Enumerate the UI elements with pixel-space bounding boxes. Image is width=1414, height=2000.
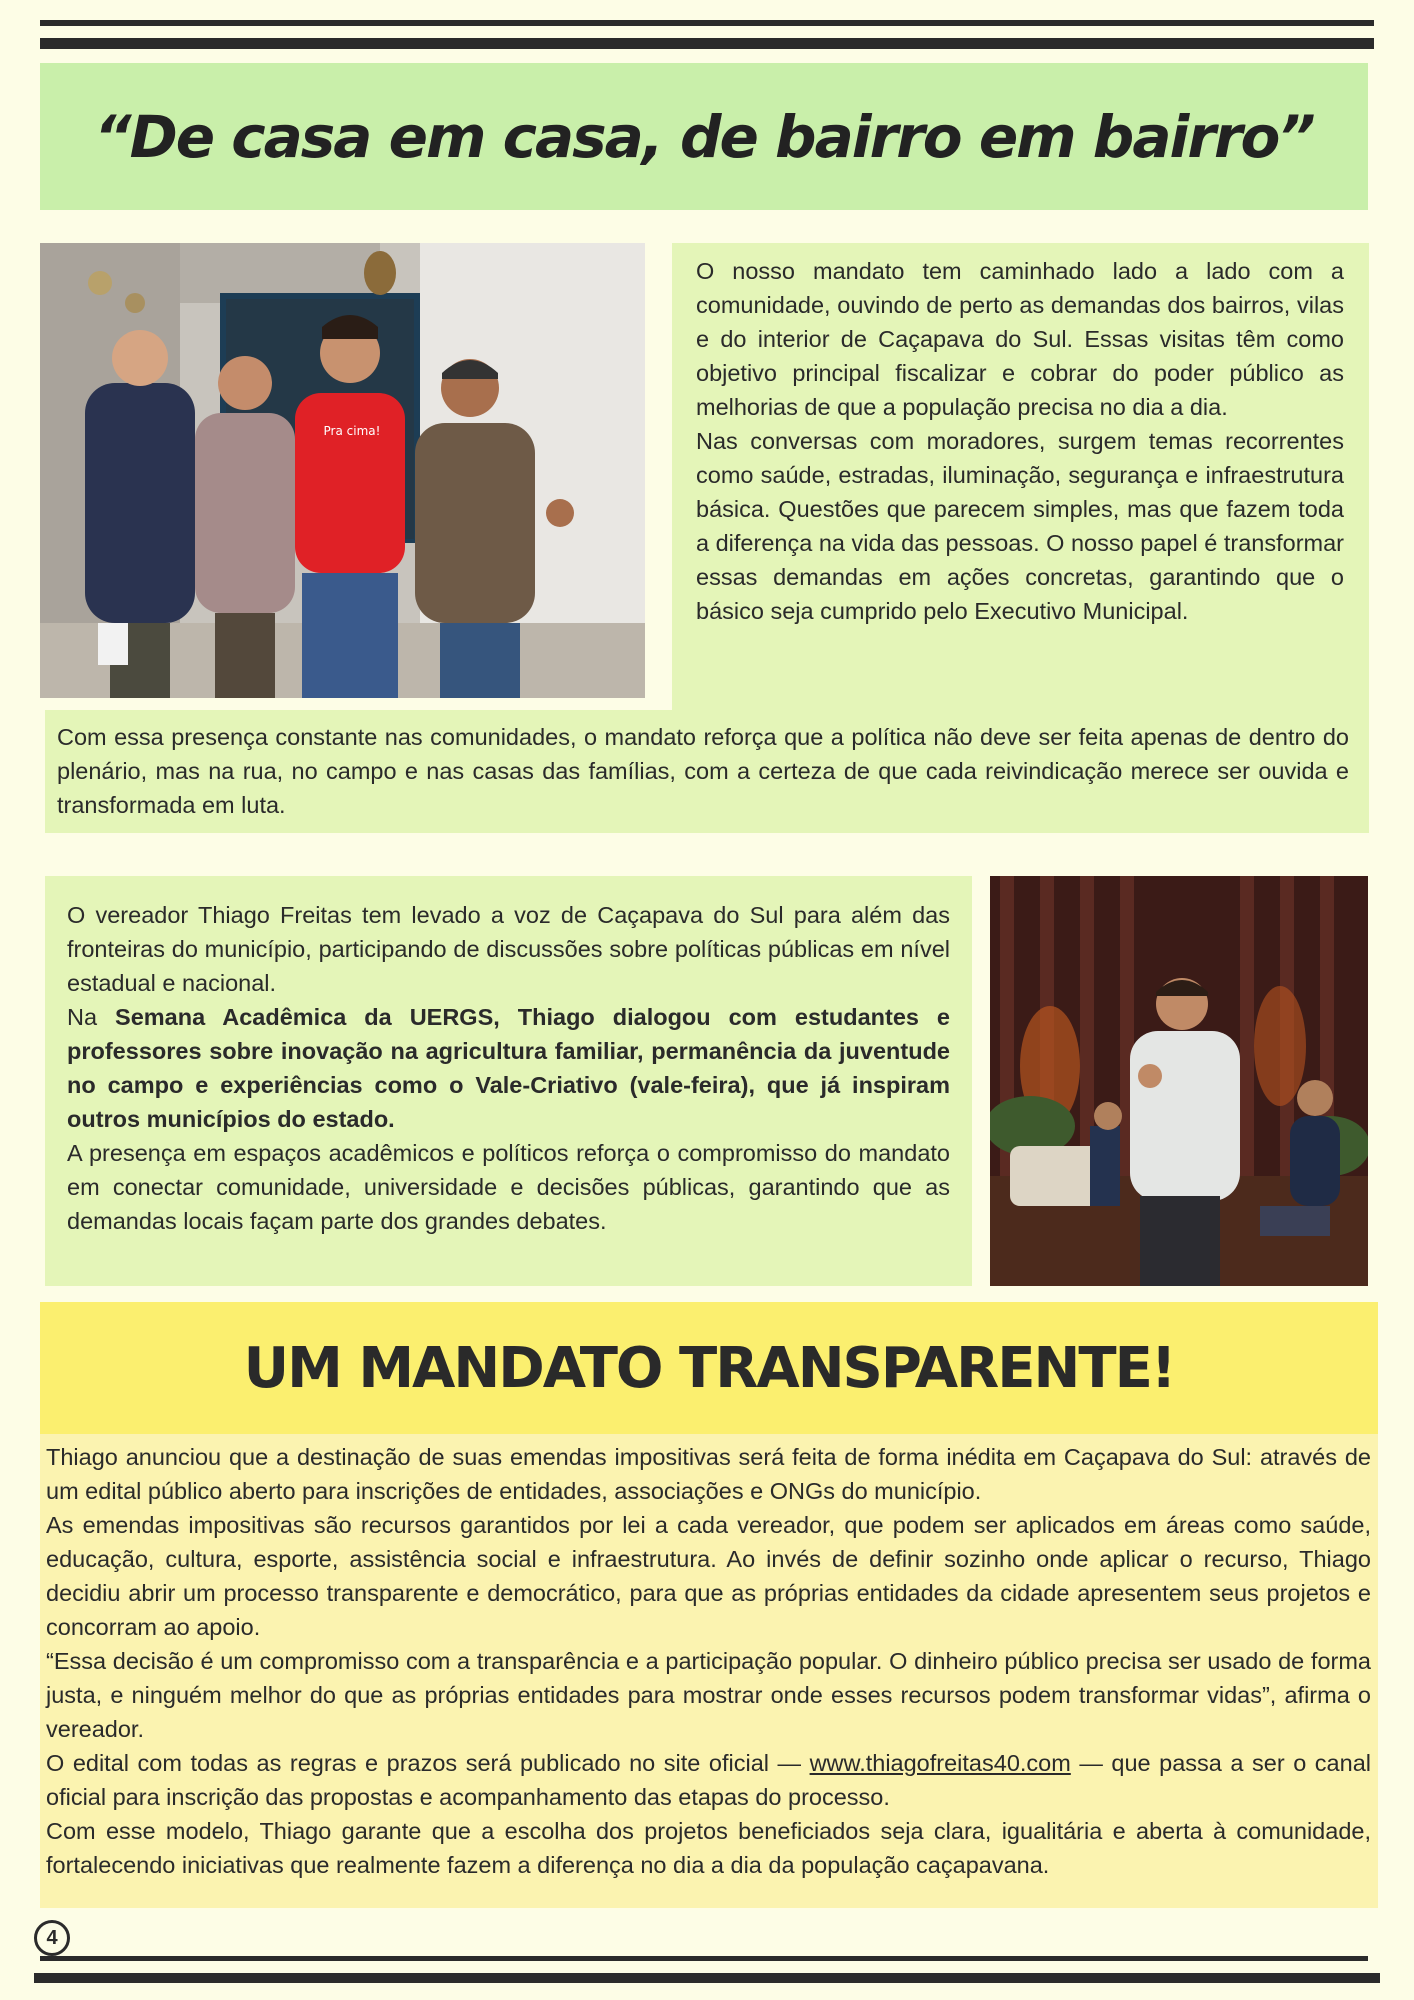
uergs-paragraph-2-prefix: Na — [67, 1004, 116, 1030]
group-photo — [40, 243, 645, 698]
uergs-paragraph-1: O vereador Thiago Freitas tem levado a voz de Caçapava do Sul para além das fronteiras do município, participando de discussões sobre políticas públicas em nível estadual e nacional. — [67, 902, 950, 996]
speaker-photo — [990, 876, 1368, 1286]
transparency-paragraph-4-suffix: — que passa a ser o canal oficial para inscrição das propostas e acompanhamento das etapas do processo. — [46, 1750, 1371, 1810]
page-title: “De casa em casa, de bairro em bairro” — [94, 102, 1314, 171]
closing-paragraph: Com essa presença constante nas comunidades, o mandato reforça que a política não deve ser feita apenas de dentro do plenário, mas na rua, no campo e nas casas das famílias, com a certeza de que cada reivindicação merece ser ouvida e transformada em luta. — [57, 724, 1349, 818]
page-number: 4 — [34, 1920, 70, 1956]
website-link[interactable]: www.thiagofreitas40.com — [809, 1750, 1071, 1776]
uergs-text-box — [45, 876, 972, 1286]
transparency-paragraph-2: As emendas impositivas são recursos garantidos por lei a cada vereador, que podem ser aplicados em áreas como saúde, educação, cultura, esporte, assistência social e infraestrutura. Ao invés de definir sozinho onde aplicar o recurso, Thiago decidiu abrir um processo transparente e democrático, para que as próprias entidades da cidade apresentem seus projetos e concorram ao apoio. — [46, 1512, 1371, 1640]
intro-paragraph-2: Nas conversas com moradores, surgem temas recorrentes como saúde, estradas, iluminação, segurança e infraestrutura básica. Questões que parecem simples, mas que fazem toda a diferença na vida das pessoas. O nosso papel é transformar essas demandas em ações concretas, garantindo que o básico seja cumprido pelo Executivo Municipal. — [696, 428, 1344, 624]
top-rule-thin — [40, 20, 1374, 26]
closing-text-box — [45, 710, 1369, 833]
transparency-paragraph-4-prefix: O edital com todas as regras e prazos será publicado no site oficial — — [46, 1750, 810, 1776]
uergs-paragraph-2-bold: Semana Acadêmica da UERGS, Thiago dialogou com estudantes e professores sobre inovação na agricultura familiar, permanência da juventude no campo e experiências como o Vale-Criativo (vale-feira), que já inspiram outros municípios do estado. — [67, 1004, 950, 1132]
bottom-rule-thin — [40, 1956, 1368, 1961]
transparency-paragraph-4 — [46, 1746, 1371, 1814]
uergs-paragraph-2 — [67, 1000, 950, 1136]
shirt-text: Pra cima! — [323, 424, 381, 438]
transparency-paragraph-5: Com esse modelo, Thiago garante que a escolha dos projetos beneficiados seja clara, igualitária e aberta à comunidade, fortalecendo iniciativas que realmente fazem a diferença no dia a dia da população caçapavana. — [46, 1818, 1371, 1878]
intro-paragraph-1: O nosso mandato tem caminhado lado a lado com a comunidade, ouvindo de perto as demandas dos bairros, vilas e do interior de Caçapava do Sul. Essas visitas têm como objetivo principal fiscalizar e cobrar do poder público as melhorias de que a população precisa no dia a dia. — [696, 258, 1344, 420]
transparency-text-box — [40, 1434, 1378, 1908]
top-rule-thick — [40, 38, 1374, 49]
intro-text-box — [672, 243, 1369, 710]
uergs-paragraph-3: A presença em espaços acadêmicos e políticos reforça o compromisso do mandato em conectar comunidade, universidade e decisões públicas, garantindo que as demandas locais façam parte dos grandes debates. — [67, 1140, 950, 1234]
transparency-paragraph-3: “Essa decisão é um compromisso com a transparência e a participação popular. O dinheiro público precisa ser usado de forma justa, e ninguém melhor do que as próprias entidades para mostrar onde esses recursos podem transformar vidas”, afirma o vereador. — [46, 1648, 1371, 1742]
transparency-paragraph-1: Thiago anunciou que a destinação de suas emendas impositivas será feita de forma inédita em Caçapava do Sul: através de um edital público aberto para inscrições de entidades, associações e ONGs do município. — [46, 1444, 1371, 1504]
transparency-title: UM MANDATO TRANSPARENTE! — [243, 1335, 1175, 1401]
bottom-rule-thick — [34, 1973, 1380, 1983]
